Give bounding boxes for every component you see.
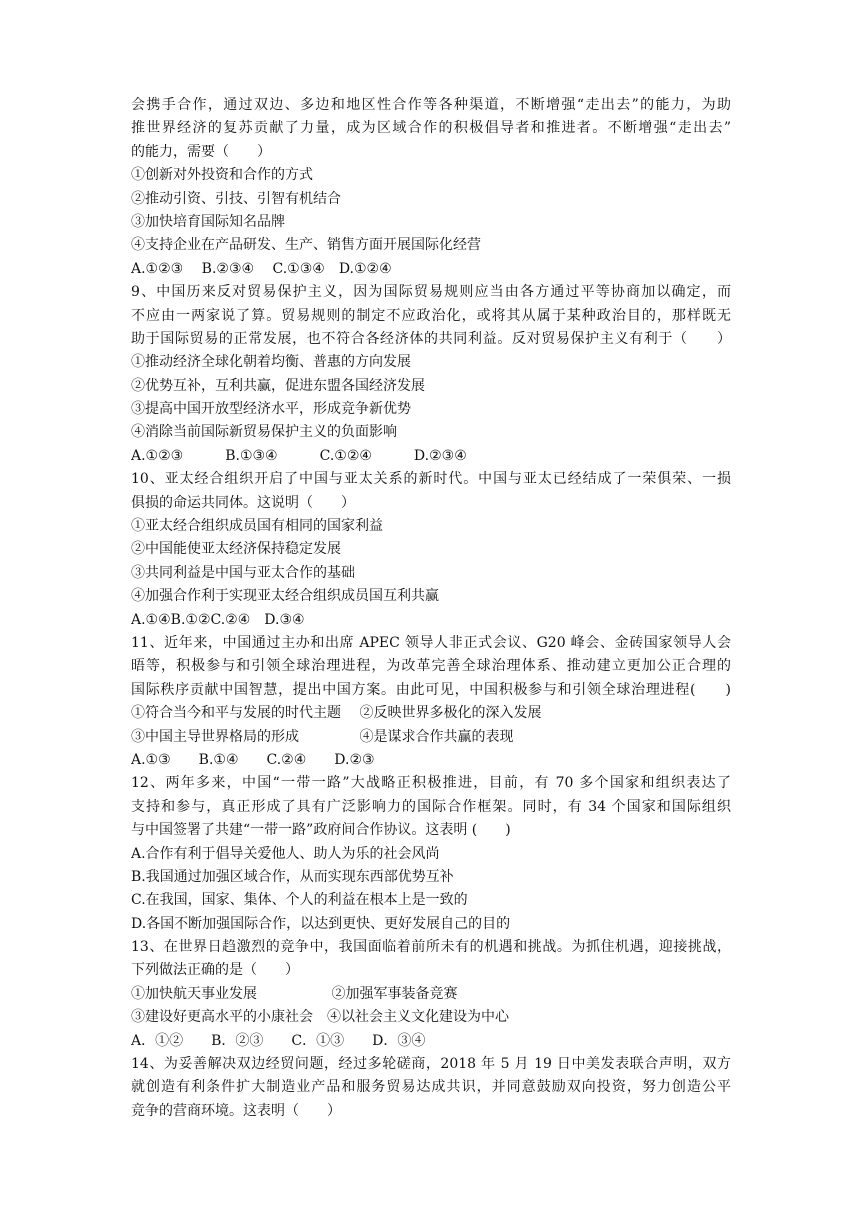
text-line: ③建设好更高水平的小康社会 ④以社会主义文化建设为中心 (131, 1009, 509, 1026)
text-line: ③中国主导世界格局的形成 ④是谋求合作共赢的表现 (131, 728, 514, 745)
text-line: 助于国际贸易的正常发展，也不符合各经济体的共同利益。反对贸易保护主义有利于（ ） (131, 330, 731, 347)
text-line: 11、近年来，中国通过主办和出席 APEC 领导人非正式会议、G20 峰会、金砖国家领导人会 (131, 634, 731, 651)
text-line: ②优势互补，互利共赢，促进东盟各国经济发展 (131, 377, 425, 394)
text-line: 国际秩序贡献中国智慧，提出中国方案。由此可见，中国积极参与和引领全球治理进程( ) (131, 681, 731, 698)
text-line: 不应由一两家说了算。贸易规则的制定不应政治化，或将其从属于某种政治目的，那样既无 (131, 307, 731, 324)
text-line: 14、为妥善解决双边经贸问题，经过多轮磋商，2018 年 5 月 19 日中美发表联合声明，双方 (131, 1056, 731, 1073)
text-line: ②中国能使亚太经济保持稳定发展 (131, 541, 341, 558)
text-line: 的能力，需要（ ） (131, 143, 271, 160)
text-line: ④加强合作利于实现亚太经合组织成员国互利共赢 (131, 588, 439, 605)
text-line: 支持和参与，真正形成了具有广泛影响力的国际合作框架。同时，有 34 个国家和国际组织 (131, 798, 731, 815)
text-line: A.①③ B.①④ C.②④ D.②③ (131, 751, 375, 768)
text-line: ①推动经济全球化朝着均衡、普惠的方向发展 (131, 354, 411, 371)
text-line: ④消除当前国际新贸易保护主义的负面影响 (131, 424, 397, 441)
text-line: B.我国通过加强区域合作，从而实现东西部优势互补 (131, 868, 454, 885)
text-line: 俱损的命运共同体。这说明（ ） (131, 494, 355, 511)
document-page (131, 94, 731, 1123)
text-line: ③提高中国开放型经济水平，形成竞争新优势 (131, 401, 411, 418)
text-line: A.①②③ B.①③④ C.①②④ D.②③④ (131, 447, 467, 464)
text-line: 下列做法正确的是（ ） (131, 962, 299, 979)
text-line: 晤等，积极参与和引领全球治理进程，为改革完善全球治理体系、推动建立更加公正合理的 (131, 658, 731, 675)
text-line: ③加快培育国际知名品牌 (131, 213, 285, 230)
text-line: D.各国不断加强国际合作，以达到更快、更好发展自己的目的 (131, 915, 511, 932)
text-line: ①创新对外投资和合作的方式 (131, 167, 313, 184)
text-line: 10、亚太经合组织开启了中国与亚太关系的新时代。中国与亚太已经结成了一荣俱荣、一损 (131, 471, 731, 488)
text-line: A.合作有利于倡导关爱他人、助人为乐的社会风尚 (131, 845, 440, 862)
text-line: A.①④B.①②C.②④ D.③④ (131, 611, 305, 628)
text-line: ①加快航天事业发展 ②加强军事装备竞赛 (131, 985, 458, 1002)
text-line: A.①②③ B.②③④ C.①③④ D.①②④ (131, 260, 392, 277)
text-line: 会携手合作，通过双边、多边和地区性合作等各种渠道，不断增强“走出去”的能力，为助 (131, 97, 731, 113)
text-line: 13、在世界日趋激烈的竞争中，我国面临着前所未有的机遇和挑战。为抓住机遇，迎接挑战， (131, 939, 731, 956)
text-line: 与中国签署了共建“一带一路”政府间合作协议。这表明 ( ) (131, 822, 511, 839)
text-line: ④支持企业在产品研发、生产、销售方面开展国际化经营 (131, 237, 481, 254)
text-line: C.在我国，国家、集体、个人的利益在根本上是一致的 (131, 892, 468, 909)
text-line: 推世界经济的复苏贡献了力量，成为区域合作的积极倡导者和推进者。不断增强“走出去” (131, 120, 731, 137)
text-line: 竞争的营商环境。这表明（ ） (131, 1102, 341, 1119)
text-line: ①符合当今和平与发展的时代主题 ②反映世界多极化的深入发展 (131, 705, 542, 722)
text-line: ②推动引资、引技、引智有机结合 (131, 190, 341, 207)
text-line: ①亚太经合组织成员国有相同的国家利益 (131, 518, 383, 535)
text-line: 就创造有利条件扩大制造业产品和服务贸易达成共识，并同意鼓励双向投资，努力创造公平 (131, 1079, 731, 1096)
text-line: ③共同利益是中国与亚太合作的基础 (131, 564, 355, 581)
text-line: 12、两年多来，中国“一带一路”大战略正积极推进，目前，有 70 多个国家和组织表达了 (131, 775, 731, 792)
text-line: A．①② B．②③ C．①③ D．③④ (131, 1032, 426, 1049)
text-line: 9、中国历来反对贸易保护主义，因为国际贸易规则应当由各方通过平等协商加以确定，而 (131, 284, 731, 301)
